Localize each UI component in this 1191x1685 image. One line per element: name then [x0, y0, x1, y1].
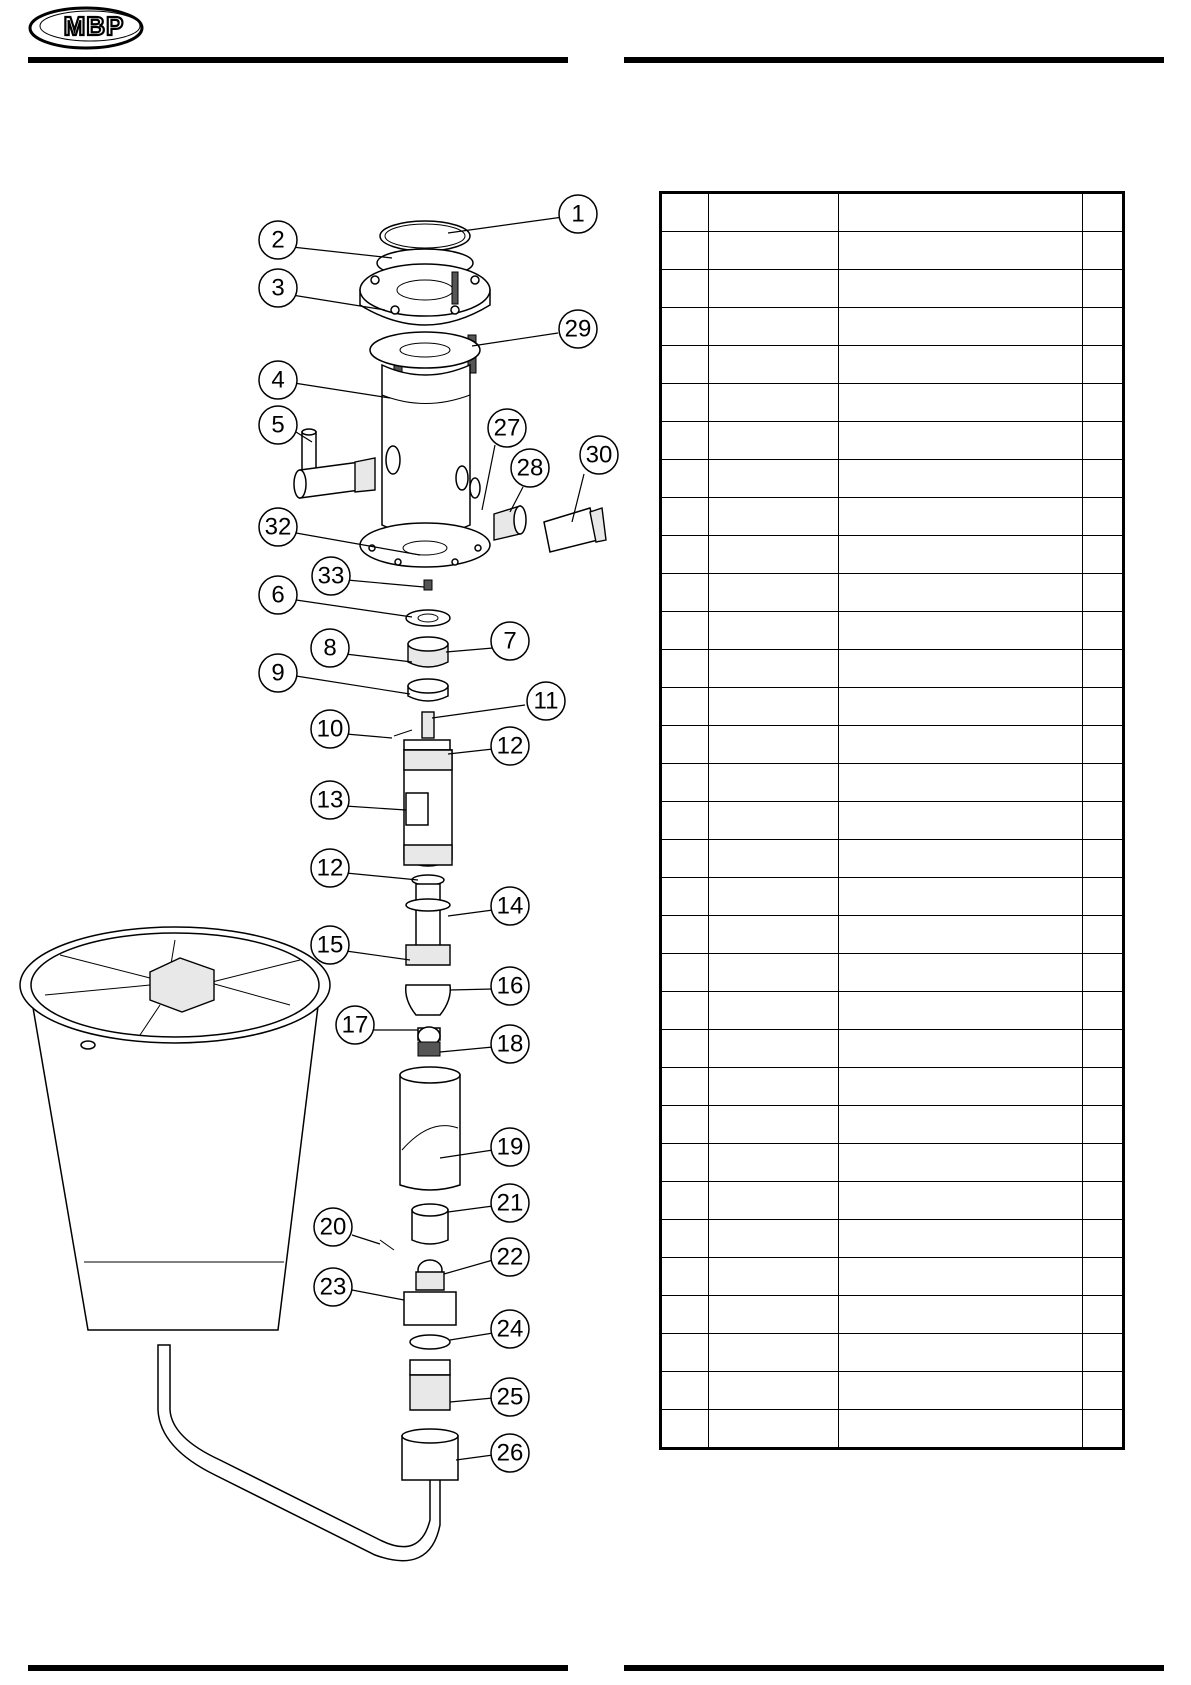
- callout-12-lower: [311, 849, 349, 887]
- table-row: [661, 1144, 1124, 1182]
- table-cell: [709, 1410, 839, 1449]
- table-cell: [1083, 1296, 1124, 1334]
- table-cell: [709, 460, 839, 498]
- svg-text:28: 28: [516, 454, 544, 482]
- table-cell: [1083, 1144, 1124, 1182]
- callout-19: [491, 1128, 529, 1166]
- table-cell: [1083, 878, 1124, 916]
- svg-text:13: 13: [316, 786, 344, 814]
- table-cell: [1083, 498, 1124, 536]
- table-cell: [1083, 1030, 1124, 1068]
- table-row: [661, 270, 1124, 308]
- table-cell: [1083, 422, 1124, 460]
- table-cell: [661, 232, 709, 270]
- table-row: [661, 878, 1124, 916]
- svg-text:33: 33: [317, 562, 345, 590]
- svg-text:7: 7: [503, 627, 517, 655]
- svg-text:17: 17: [341, 1011, 369, 1039]
- svg-text:4: 4: [271, 366, 285, 394]
- table-row: [661, 1030, 1124, 1068]
- table-row: [661, 954, 1124, 992]
- table-cell: [709, 726, 839, 764]
- table-cell: [661, 840, 709, 878]
- callout-22: [491, 1238, 529, 1276]
- table-cell: [661, 1334, 709, 1372]
- table-cell: [661, 498, 709, 536]
- svg-text:15: 15: [316, 931, 344, 959]
- table-cell: [661, 1220, 709, 1258]
- logo-text: MBP: [63, 11, 125, 41]
- svg-text:21: 21: [496, 1189, 524, 1217]
- table-row: [661, 764, 1124, 802]
- table-cell: [1083, 650, 1124, 688]
- table-row: [661, 992, 1124, 1030]
- table-row: [661, 1372, 1124, 1410]
- table-cell: [709, 384, 839, 422]
- table-cell: [1083, 346, 1124, 384]
- table-row: [661, 1068, 1124, 1106]
- table-cell: [709, 1296, 839, 1334]
- table-cell: [1083, 1220, 1124, 1258]
- callout-18: [491, 1025, 529, 1063]
- table-cell: [839, 1182, 1083, 1220]
- table-cell: [709, 232, 839, 270]
- table-cell: [661, 1030, 709, 1068]
- table-cell: [709, 688, 839, 726]
- table-cell: [661, 1182, 709, 1220]
- svg-text:16: 16: [496, 972, 524, 1000]
- table-cell: [1083, 726, 1124, 764]
- table-cell: [1083, 1182, 1124, 1220]
- table-row: [661, 193, 1124, 232]
- table-cell: [1083, 536, 1124, 574]
- table-cell: [1083, 916, 1124, 954]
- table-row: [661, 422, 1124, 460]
- table-cell: [661, 536, 709, 574]
- table-cell: [1083, 574, 1124, 612]
- svg-text:12: 12: [316, 854, 344, 882]
- table-cell: [709, 1030, 839, 1068]
- table-cell: [709, 1182, 839, 1220]
- table-cell: [709, 574, 839, 612]
- table-cell: [839, 384, 1083, 422]
- table-cell: [1083, 1258, 1124, 1296]
- table-cell: [839, 992, 1083, 1030]
- table-cell: [661, 764, 709, 802]
- table-cell: [839, 916, 1083, 954]
- table-row: [661, 840, 1124, 878]
- callout-14: [491, 887, 529, 925]
- svg-text:6: 6: [271, 581, 285, 609]
- table-cell: [839, 878, 1083, 916]
- table-cell: [661, 916, 709, 954]
- table-cell: [709, 916, 839, 954]
- table-cell: [709, 764, 839, 802]
- callout-16: [491, 967, 529, 1005]
- callout-7: [491, 622, 529, 660]
- svg-text:14: 14: [496, 892, 524, 920]
- table-cell: [709, 1220, 839, 1258]
- table-cell: [709, 193, 839, 232]
- table-cell: [1083, 954, 1124, 992]
- table-row: [661, 916, 1124, 954]
- svg-text:8: 8: [323, 634, 337, 662]
- table-cell: [661, 1258, 709, 1296]
- table-row: [661, 574, 1124, 612]
- table-cell: [1083, 232, 1124, 270]
- table-cell: [661, 612, 709, 650]
- callout-10: [311, 710, 349, 748]
- callout-8: [311, 629, 349, 667]
- table-cell: [839, 193, 1083, 232]
- table-cell: [661, 1372, 709, 1410]
- svg-text:22: 22: [496, 1243, 524, 1271]
- table-cell: [1083, 1068, 1124, 1106]
- callout-13: [311, 781, 349, 819]
- svg-text:20: 20: [319, 1213, 347, 1241]
- table-cell: [1083, 1106, 1124, 1144]
- table-cell: [839, 232, 1083, 270]
- table-cell: [839, 1258, 1083, 1296]
- table-cell: [839, 1372, 1083, 1410]
- svg-text:27: 27: [493, 414, 521, 442]
- svg-text:30: 30: [585, 441, 613, 469]
- table-row: [661, 232, 1124, 270]
- table-cell: [709, 1068, 839, 1106]
- table-cell: [661, 422, 709, 460]
- svg-text:2: 2: [271, 226, 285, 254]
- callout-23: [314, 1268, 352, 1306]
- table-row: [661, 460, 1124, 498]
- upper-housing: [360, 221, 490, 567]
- table-cell: [661, 193, 709, 232]
- table-cell: [839, 1030, 1083, 1068]
- svg-text:1: 1: [571, 200, 585, 228]
- table-cell: [1083, 764, 1124, 802]
- side-fittings: [494, 506, 606, 552]
- table-cell: [661, 992, 709, 1030]
- table-cell: [661, 308, 709, 346]
- table-cell: [709, 308, 839, 346]
- table-row: [661, 650, 1124, 688]
- callout-25: [491, 1378, 529, 1416]
- table-cell: [661, 346, 709, 384]
- svg-text:9: 9: [271, 659, 285, 687]
- callout-24: [491, 1310, 529, 1348]
- callout-29: [559, 310, 597, 348]
- svg-text:5: 5: [271, 411, 285, 439]
- table-cell: [709, 346, 839, 384]
- table-cell: [1083, 460, 1124, 498]
- callout-6: [259, 576, 297, 614]
- table-cell: [661, 1106, 709, 1144]
- callout-26: [491, 1434, 529, 1472]
- table-cell: [839, 498, 1083, 536]
- table-cell: [709, 1334, 839, 1372]
- callout-3: [259, 269, 297, 307]
- table-row: [661, 726, 1124, 764]
- table-cell: [1083, 1372, 1124, 1410]
- svg-text:19: 19: [496, 1133, 524, 1161]
- table-cell: [661, 726, 709, 764]
- table-cell: [661, 802, 709, 840]
- table-cell: [839, 688, 1083, 726]
- table-cell: [709, 954, 839, 992]
- table-cell: [1083, 384, 1124, 422]
- table-cell: [709, 878, 839, 916]
- svg-text:23: 23: [319, 1273, 347, 1301]
- table-row: [661, 802, 1124, 840]
- table-cell: [839, 308, 1083, 346]
- callout-15: [311, 926, 349, 964]
- central-stack: [394, 580, 452, 1056]
- table-cell: [709, 612, 839, 650]
- callout-1: [559, 195, 597, 233]
- table-cell: [1083, 193, 1124, 232]
- callout-32: [259, 508, 297, 546]
- table-row: [661, 1220, 1124, 1258]
- parts-list-table: [659, 191, 1125, 1450]
- table-cell: [661, 460, 709, 498]
- table-cell: [709, 1372, 839, 1410]
- callout-17: [336, 1006, 374, 1044]
- svg-text:10: 10: [316, 715, 344, 743]
- table-cell: [839, 270, 1083, 308]
- lower-stack: [380, 1067, 460, 1480]
- table-cell: [839, 1106, 1083, 1144]
- table-cell: [839, 1220, 1083, 1258]
- table-cell: [1083, 840, 1124, 878]
- callout-27: [488, 409, 526, 447]
- table-cell: [1083, 688, 1124, 726]
- table-cell: [839, 1144, 1083, 1182]
- hopper: [20, 927, 440, 1561]
- svg-text:12: 12: [496, 732, 524, 760]
- table-cell: [661, 1296, 709, 1334]
- table-cell: [1083, 612, 1124, 650]
- table-cell: [709, 1106, 839, 1144]
- table-cell: [709, 1144, 839, 1182]
- table-row: [661, 612, 1124, 650]
- table-cell: [661, 1410, 709, 1449]
- table-cell: [661, 688, 709, 726]
- table-cell: [839, 726, 1083, 764]
- table-cell: [839, 346, 1083, 384]
- table-cell: [1083, 992, 1124, 1030]
- table-cell: [839, 574, 1083, 612]
- callout-20: [314, 1208, 352, 1246]
- table-cell: [709, 536, 839, 574]
- table-cell: [661, 270, 709, 308]
- table-cell: [709, 802, 839, 840]
- table-cell: [839, 954, 1083, 992]
- svg-text:25: 25: [496, 1383, 524, 1411]
- table-cell: [1083, 802, 1124, 840]
- table-cell: [709, 1258, 839, 1296]
- table-cell: [839, 1410, 1083, 1449]
- table-cell: [839, 802, 1083, 840]
- svg-text:26: 26: [496, 1439, 524, 1467]
- table-cell: [1083, 1334, 1124, 1372]
- side-pipe: [294, 429, 375, 498]
- table-cell: [839, 612, 1083, 650]
- table-row: [661, 1106, 1124, 1144]
- table-row: [661, 308, 1124, 346]
- table-cell: [839, 536, 1083, 574]
- table-cell: [1083, 308, 1124, 346]
- table-cell: [839, 764, 1083, 802]
- callout-28: [511, 449, 549, 487]
- table-row: [661, 1334, 1124, 1372]
- table-row: [661, 688, 1124, 726]
- table-cell: [839, 1068, 1083, 1106]
- svg-text:24: 24: [496, 1315, 524, 1343]
- table-cell: [661, 1144, 709, 1182]
- callout-4: [259, 361, 297, 399]
- callout-12-upper: [491, 727, 529, 765]
- callout-33: [312, 557, 350, 595]
- callout-9: [259, 654, 297, 692]
- svg-text:11: 11: [533, 687, 559, 715]
- table-row: [661, 1410, 1124, 1449]
- table-cell: [1083, 270, 1124, 308]
- table-cell: [839, 650, 1083, 688]
- table-row: [661, 1296, 1124, 1334]
- table-row: [661, 384, 1124, 422]
- table-cell: [1083, 1410, 1124, 1449]
- callout-21: [491, 1184, 529, 1222]
- table-cell: [709, 422, 839, 460]
- table-cell: [839, 840, 1083, 878]
- svg-text:18: 18: [496, 1030, 524, 1058]
- table-cell: [661, 384, 709, 422]
- table-cell: [709, 840, 839, 878]
- table-cell: [839, 460, 1083, 498]
- table-row: [661, 498, 1124, 536]
- table-cell: [661, 878, 709, 916]
- callout-30: [580, 436, 618, 474]
- svg-text:29: 29: [564, 315, 592, 343]
- table-row: [661, 346, 1124, 384]
- svg-text:3: 3: [271, 274, 285, 302]
- table-cell: [839, 1334, 1083, 1372]
- table-cell: [839, 1296, 1083, 1334]
- table-cell: [839, 422, 1083, 460]
- callout-2: [259, 221, 297, 259]
- table-cell: [661, 954, 709, 992]
- table-cell: [661, 574, 709, 612]
- table-cell: [709, 650, 839, 688]
- callout-11: [527, 682, 565, 720]
- table-cell: [709, 498, 839, 536]
- table-row: [661, 1258, 1124, 1296]
- table-cell: [661, 1068, 709, 1106]
- table-cell: [709, 270, 839, 308]
- table-cell: [661, 650, 709, 688]
- table-row: [661, 536, 1124, 574]
- table-cell: [709, 992, 839, 1030]
- callout-5: [259, 406, 297, 444]
- table-row: [661, 1182, 1124, 1220]
- svg-text:32: 32: [264, 513, 292, 541]
